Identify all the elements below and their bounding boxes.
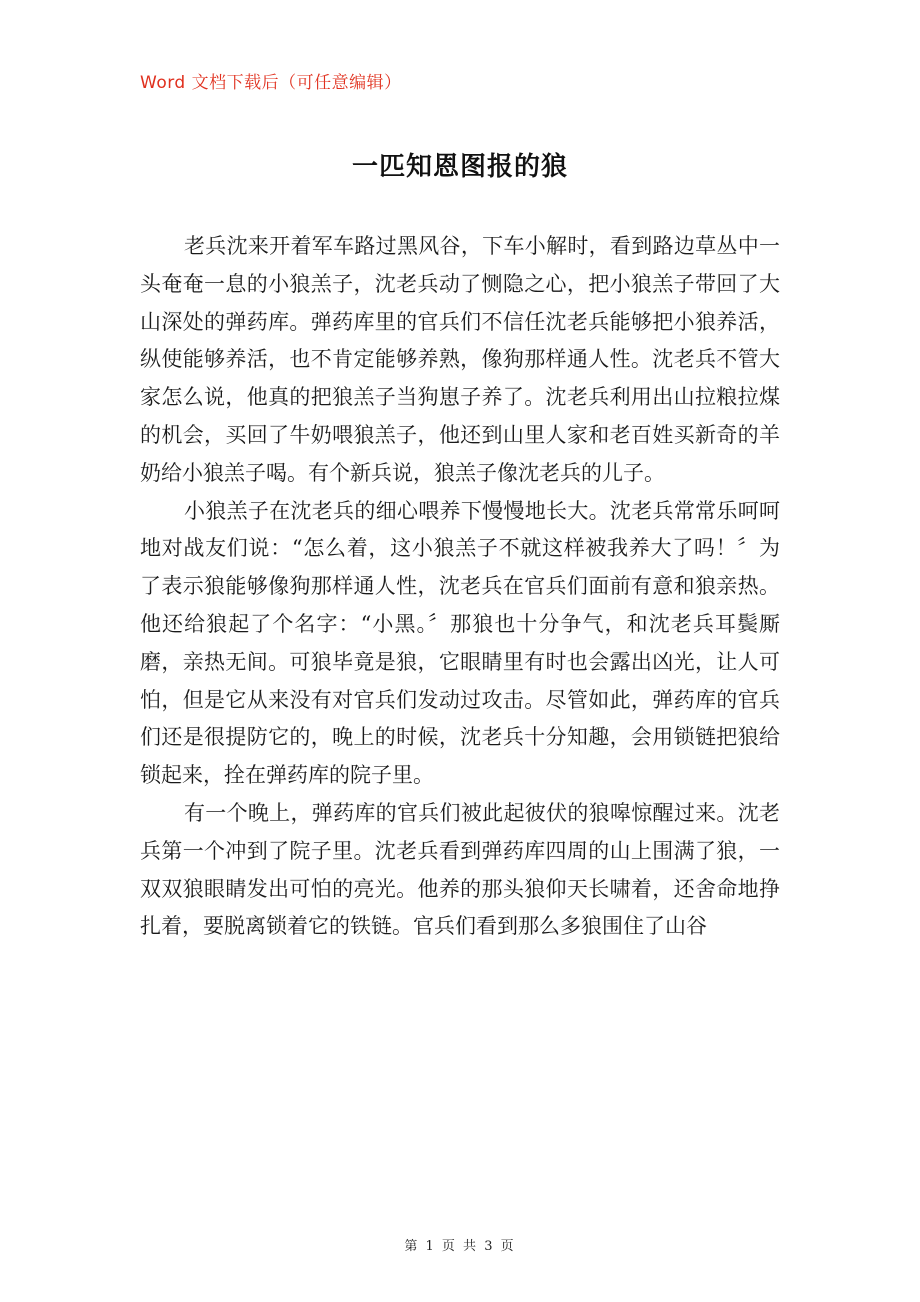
paragraph: 有一个晚上，弹药库的官兵们被此起彼伏的狼嗥惊醒过来。沈老兵第一个冲到了院子里。沈老兵看到弹药库四周的山上围满了狼，一双双狼眼睛发出可怕的亮光。他养的那头狼仰天长啸着，还舍命地挣扎着，要脱离锁着它的铁链。官兵们看到那么多狼围住了山谷 [140,800,780,939]
paragraph: 小狼羔子在沈老兵的细心喂养下慢慢地长大。沈老兵常常乐呵呵地对战友们说：“怎么着，这小狼羔子不就这样被我养大了吗！〞为了表示狼能够像狗那样通人性，沈老兵在官兵们面前有意和狼亲热。他还给狼起了个名字：“小黑。〞那狼也十分争气，和沈老兵耳鬓厮磨，亲热无间。可狼毕竟是狼，它眼睛里有时也会露出凶光，让人可怕，但是它从来没有对官兵们发动过攻击。尽管如此，弹药库的官兵们还是很提防它的，晚上的时候，沈老兵十分知趣，会用锁链把狼给锁起来，拴在弹药库的院子里。 [140,498,780,788]
page-number-footer: 第 1 页 共 3 页 [404,1239,516,1254]
document-title: 一匹知恩图报的狼 [351,152,568,182]
document-body [140,228,780,946]
paragraph: 老兵沈来开着军车路过黑风谷，下车小解时，看到路边草丛中一头奄奄一息的小狼羔子，沈老兵动了恻隐之心，把小狼羔子带回了大山深处的弹药库。弹药库里的官兵们不信任沈老兵能够把小狼养活，纵使能够养活，也不肯定能够养熟，像狗那样通人性。沈老兵不管大家怎么说，他真的把狼羔子当狗崽子养了。沈老兵利用出山拉粮拉煤的机会，买回了牛奶喂狼羔子，他还到山里人家和老百姓买新奇的羊奶给小狼羔子喝。有个新兵说，狼羔子像沈老兵的儿子。 [140,234,780,485]
download-note: Word 文档下载后（可任意编辑） [140,73,402,93]
